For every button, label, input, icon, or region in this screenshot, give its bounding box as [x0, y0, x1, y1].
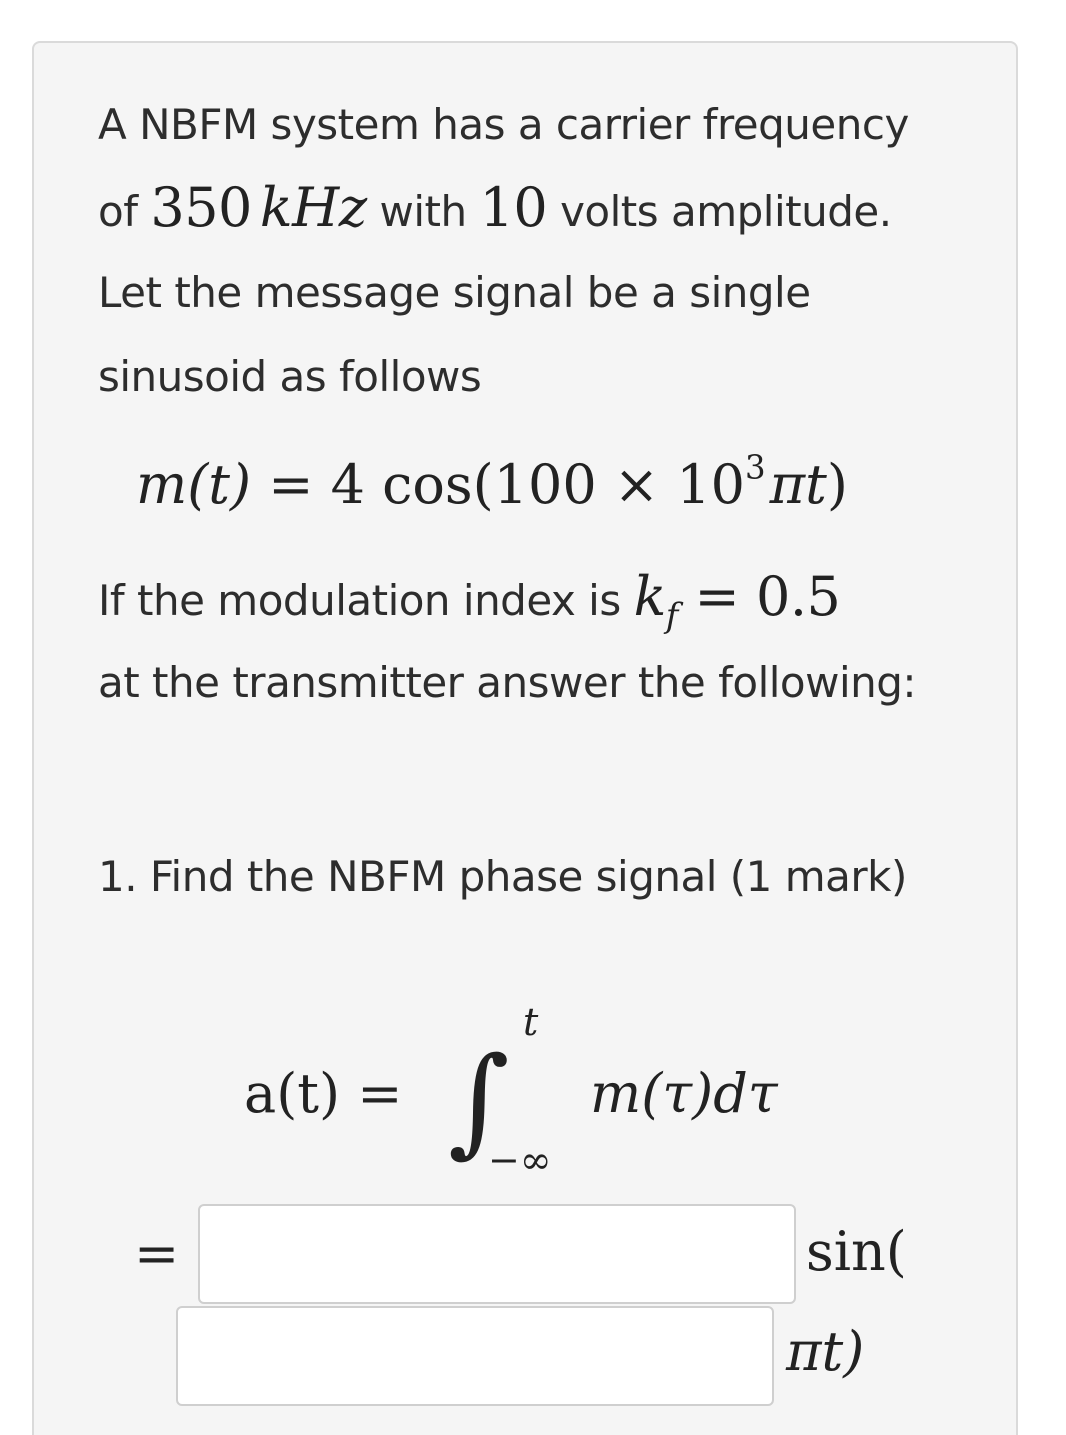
- message-coef: 4 cos(100 × 10: [330, 453, 746, 516]
- message-pi-t: πt: [769, 453, 827, 516]
- problem-line-3: Let the message signal be a single: [98, 268, 811, 317]
- line5-pre: If the modulation index is: [98, 576, 634, 625]
- freq-unit: kHz: [259, 176, 367, 239]
- problem-line-6: at the transmitter answer the following:: [98, 658, 917, 707]
- modulation-sub-f: f: [665, 595, 678, 636]
- message-lhs: m(t): [136, 453, 252, 516]
- integral-lhs: a(t) =: [244, 1062, 403, 1125]
- sin-open: sin(: [806, 1220, 907, 1283]
- message-close-paren: ): [826, 453, 848, 516]
- integral-upper-limit: t: [523, 1000, 539, 1044]
- message-exponent: 3: [745, 448, 766, 487]
- problem-line-2: [98, 176, 892, 239]
- message-signal-equation: [136, 448, 848, 516]
- carrier-frequency-unit: [260, 176, 367, 239]
- carrier-frequency-value: 350: [150, 176, 252, 239]
- integrand: m(τ)dτ: [590, 1062, 778, 1125]
- problem-line-5: [98, 565, 841, 636]
- line2-mid: with: [366, 187, 480, 236]
- answer-input-frequency[interactable]: [176, 1306, 774, 1406]
- question-1-label: 1. Find the NBFM phase signal (1 mark): [98, 852, 907, 901]
- modulation-value: 0.5: [755, 565, 841, 628]
- integral-lower-limit: −∞: [488, 1138, 552, 1182]
- amplitude-value: 10: [479, 176, 548, 239]
- modulation-equals: =: [677, 565, 756, 628]
- answer-input-amplitude[interactable]: [198, 1204, 796, 1304]
- answer-equals: =: [134, 1222, 180, 1285]
- pi-t-close: πt): [786, 1320, 865, 1383]
- problem-line-4: sinusoid as follows: [98, 352, 482, 401]
- line2-pre: of: [98, 187, 151, 236]
- problem-line-1: A NBFM system has a carrier frequency: [98, 100, 909, 149]
- integral-sign: ∫: [448, 1031, 510, 1169]
- line2-post: volts amplitude.: [547, 187, 892, 236]
- message-equals: =: [251, 453, 331, 516]
- modulation-k: k: [633, 565, 666, 628]
